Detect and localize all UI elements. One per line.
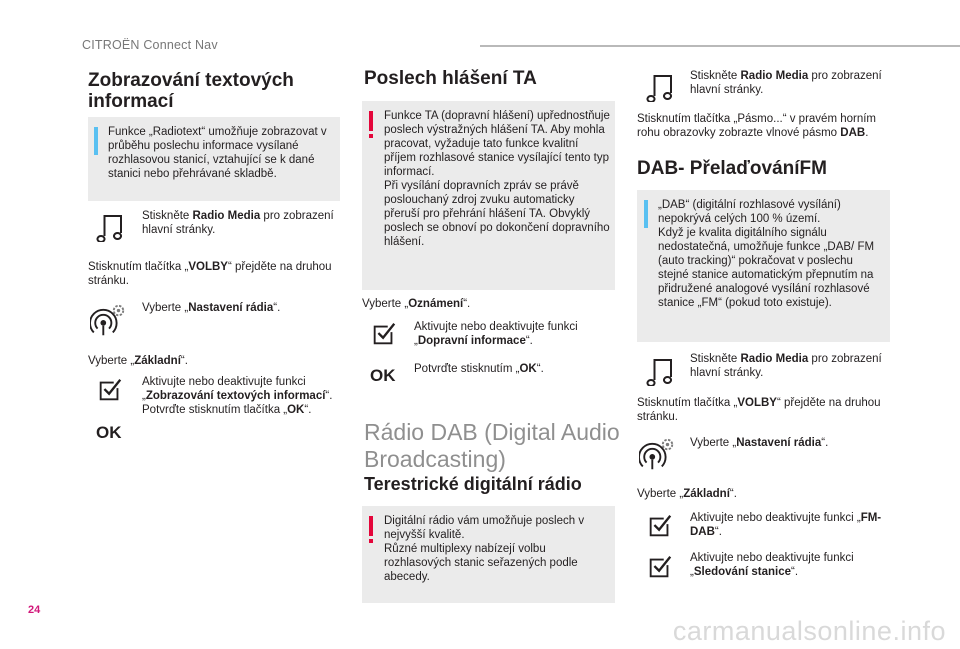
step-bold: OK [519, 363, 537, 375]
paragraph-volby [637, 396, 892, 424]
step-text: “. [821, 437, 829, 449]
step-confirm-ok [414, 362, 609, 376]
step-toggle-text-info [142, 375, 342, 417]
para-text: “. [180, 355, 188, 367]
para-bold: VOLBY [188, 261, 228, 273]
music-note-icon [96, 212, 126, 242]
ok-icon: OK [96, 423, 122, 442]
warning-text-ta: Funkce TA (dopravní hlášení) upřednostňuje poslech výstražných hlášení TA. Aby mohla pracovat, vyžaduje tato funkce kvalitní příjem rozhlasové stanice vysílající tento typ informací. Při vysílání dopravních zpráv se právě poslouchaný zdroj zvuku automaticky přeruší pro přehrání hlášení TA. Obvyklý poslech se obnoví po dokončení dopravního hlášení. [384, 110, 610, 248]
para-bold: DAB [840, 127, 866, 139]
section-title-dab [364, 419, 624, 473]
step-toggle-traffic [414, 320, 609, 348]
para-text: Vyberte „ [362, 298, 409, 310]
step-text: Potvrďte stisknutím tlačítka „ [142, 404, 288, 416]
para-text: “ přejděte na druhou stránku. [637, 397, 881, 423]
paragraph-volby [88, 260, 338, 288]
step-radio-media [690, 69, 885, 97]
para-bold: VOLBY [737, 397, 777, 409]
step-bold: Radio Media [192, 210, 261, 222]
step-text: “. [304, 404, 312, 416]
step-radio-media [142, 209, 337, 237]
step-text: Aktivujte nebo deaktivujte funkci „ [414, 321, 578, 347]
warning-icon [369, 516, 373, 536]
section-title-text-info [88, 70, 338, 112]
warning-icon [369, 111, 373, 131]
step-radio-media [690, 352, 885, 380]
step-toggle-station-tracking [690, 551, 885, 579]
title-line-2: informací [88, 91, 174, 112]
checkbox-icon [370, 320, 398, 348]
music-note-icon [646, 356, 676, 386]
page-number: 24 [28, 604, 41, 616]
step-text: Stiskněte [690, 70, 741, 82]
step-text: pro zobrazení hlavní stránky. [142, 210, 334, 236]
section-title-dab-fm: DAB- PřelaďováníFM [637, 158, 827, 179]
step-text: “. [536, 363, 544, 375]
watermark: carmanualsonline.info [672, 616, 946, 646]
step-text: Vyberte „ [690, 437, 737, 449]
header-title: CITROËN Connect Nav [82, 38, 218, 52]
para-text: “. [729, 488, 737, 500]
info-text-dab-fm: „DAB“ (digitální rozhlasové vysílání) nepokrývá celých 100 % území. Když je kvalita digitálního signálu nedostatečná, umožňuje funkce „DAB/ FM (auto tracking)“ pokračovat v poslechu stejné stanice automatickým přepnutím na přidružené analogové vysílání rozhlasové stanice „FM“ (pokud toto existuje). [658, 199, 875, 309]
step-text: Vyberte „ [142, 302, 189, 314]
step-bold: Sledování stanice [693, 566, 791, 578]
info-text-radiotext: Funkce „Radiotext“ umožňuje zobrazovat v průběhu poslechu informace vysílané rozhlasovou stanicí, vztahující se k dané stanici nebo přehrávané skladbě. [108, 126, 327, 180]
step-text: “. [273, 302, 281, 314]
title-line-1: Rádio DAB (Digital Audio [364, 419, 620, 445]
checkbox-icon [646, 553, 674, 581]
para-text: . [865, 127, 869, 139]
step-bold: Nastavení rádia [188, 302, 274, 314]
subsection-title-terrestrial: Terestrické digitální rádio [364, 474, 582, 494]
step-bold: Zobrazování textových informací [145, 390, 326, 402]
radio-settings-icon [639, 436, 677, 474]
step-bold: Dopravní informace [417, 335, 526, 347]
step-radio-settings [690, 436, 885, 450]
para-text: “. [463, 298, 471, 310]
step-text: pro zobrazení hlavní stránky. [690, 70, 882, 96]
title-line-2: Broadcasting) [364, 446, 506, 472]
section-title-ta: Poslech hlášení TA [364, 68, 537, 89]
checkbox-icon [646, 512, 674, 540]
step-text: Stiskněte [142, 210, 193, 222]
para-text: Vyberte „ [88, 355, 135, 367]
para-bold: Základní [134, 355, 181, 367]
info-icon [94, 127, 98, 155]
step-text: “. [525, 335, 533, 347]
step-text: pro zobrazení hlavní stránky. [690, 353, 882, 379]
step-bold: Nastavení rádia [736, 437, 822, 449]
step-text: Aktivujte nebo deaktivujte funkci „ [690, 552, 854, 578]
step-bold: Radio Media [740, 353, 809, 365]
warning-icon-dot [369, 134, 373, 138]
step-text: Stiskněte [690, 353, 741, 365]
title-line-1: Zobrazování textových [88, 70, 294, 91]
header-divider [480, 45, 960, 47]
para-text: Stisknutím tlačítka „ [88, 261, 189, 273]
para-bold: Oznámení [408, 298, 464, 310]
warning-icon-dot [369, 539, 373, 543]
step-text: Aktivujte nebo deaktivujte funkci „ [690, 512, 861, 524]
warning-text-digital: Digitální rádio vám umožňuje poslech v nejvyšší kvalitě. Různé multiplexy nabízejí volbu rozhlasových stanic seřazených podle abecedy. [384, 515, 585, 583]
music-note-icon [646, 72, 676, 102]
step-text: “. [791, 566, 799, 578]
paragraph-zakladni [637, 487, 887, 501]
step-bold: OK [287, 404, 305, 416]
paragraph-oznameni [362, 297, 612, 311]
step-bold: Radio Media [740, 70, 809, 82]
step-text: “. [325, 390, 333, 402]
step-radio-settings [142, 301, 337, 315]
step-text: Aktivujte nebo deaktivujte funkci „ [142, 376, 306, 402]
paragraph-band [637, 112, 892, 140]
radio-settings-icon [90, 302, 128, 340]
para-text: “ přejděte na druhou stránku. [88, 261, 332, 287]
info-icon [644, 200, 648, 228]
para-text: Vyberte „ [637, 488, 684, 500]
step-toggle-fm-dab [690, 511, 885, 539]
ok-icon: OK [370, 366, 396, 385]
step-bold: FM-DAB [690, 512, 882, 538]
step-text: Potvrďte stisknutím „ [414, 363, 520, 375]
paragraph-zakladni [88, 354, 338, 368]
para-text: Stisknutím tlačítka „Pásmo...“ v pravém horním rohu obrazovky zobrazte vlnové pásmo [637, 113, 877, 139]
step-text: “. [714, 526, 722, 538]
para-bold: Základní [683, 488, 730, 500]
para-text: Stisknutím tlačítka „ [637, 397, 738, 409]
checkbox-icon [96, 376, 124, 404]
